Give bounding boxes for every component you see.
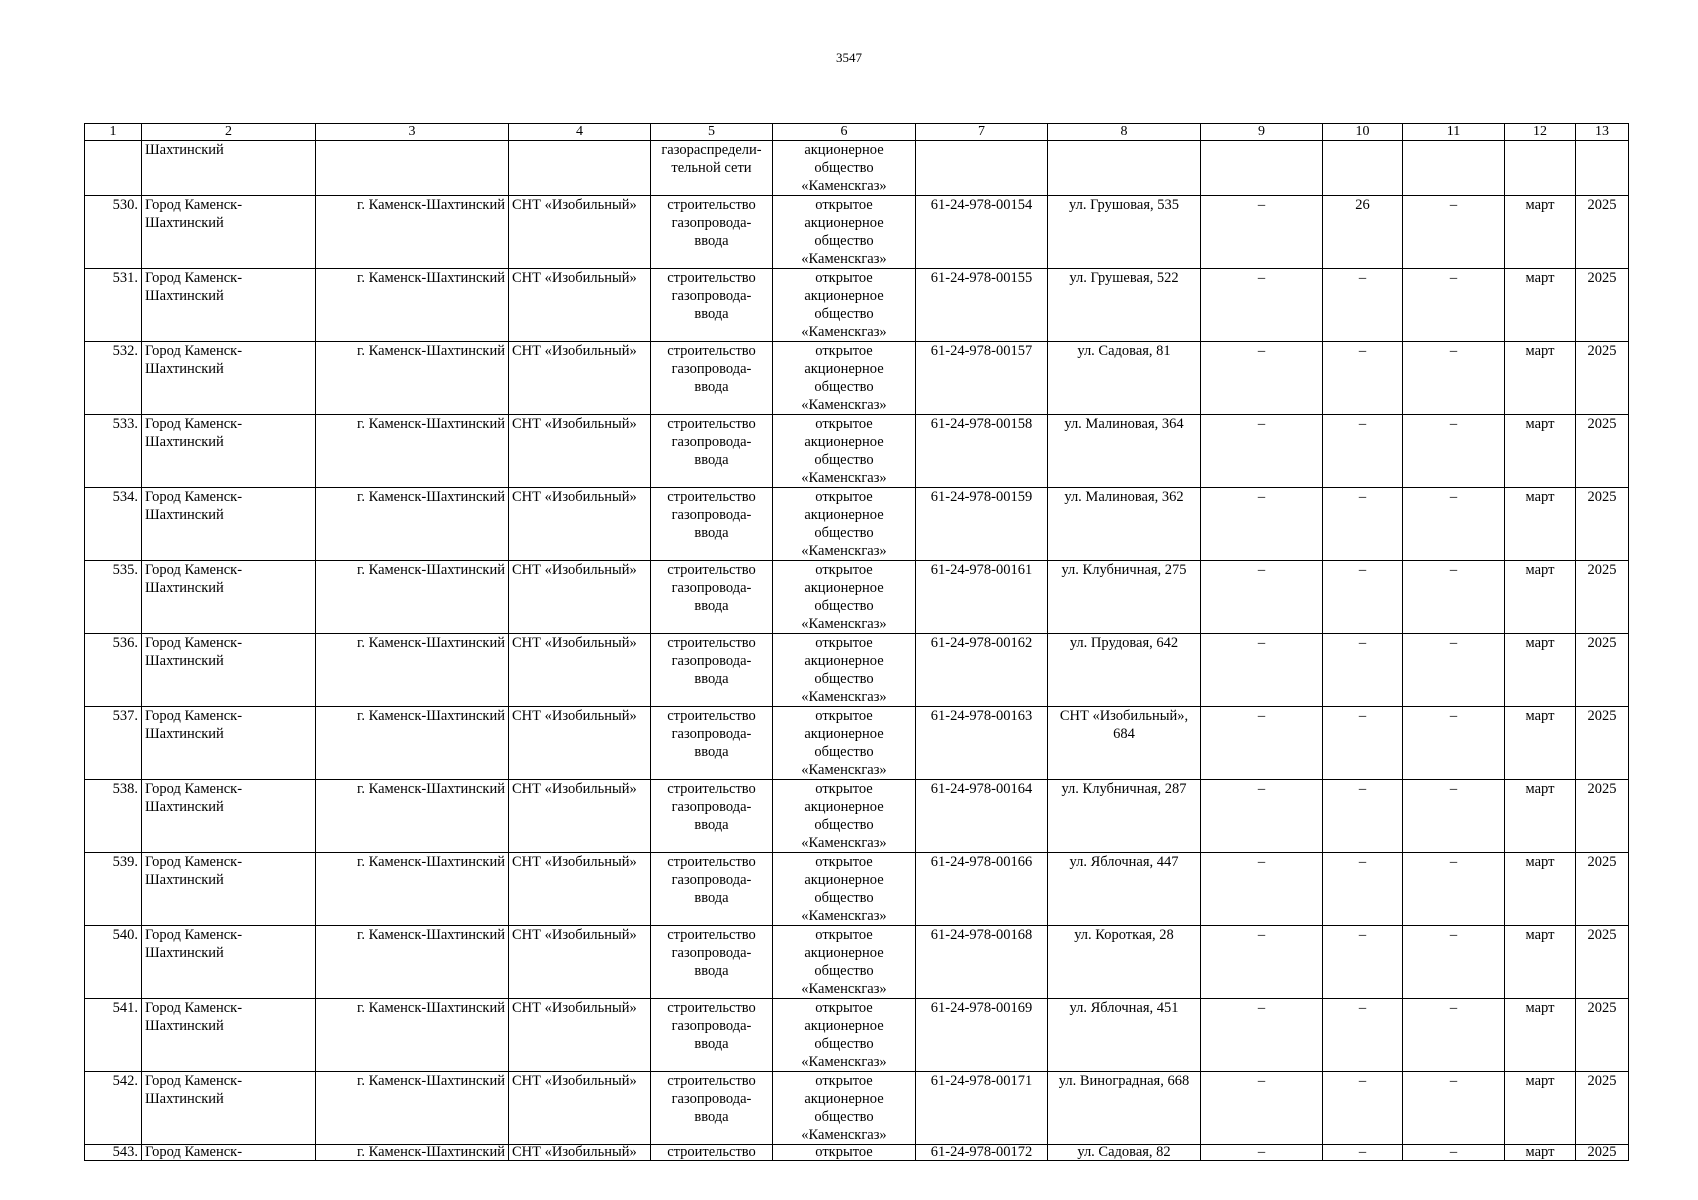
cell-address: ул. Малиновая, 362 — [1048, 488, 1201, 561]
cell-city: г. Каменск-Шахтинский — [316, 342, 509, 415]
cell-code: 61-24-978-00155 — [916, 269, 1048, 342]
cell-code: 61-24-978-00162 — [916, 634, 1048, 707]
cell-month: март — [1505, 634, 1576, 707]
cell-number: 534. — [85, 488, 142, 561]
continuation-row — [85, 141, 1629, 196]
cell-district: Город Каменск-Шахтинский — [142, 707, 316, 780]
cell-col10: – — [1323, 269, 1403, 342]
column-header: 11 — [1403, 124, 1505, 141]
cell-number: 540. — [85, 926, 142, 999]
cell-district: Город Каменск-Шахтинский — [142, 415, 316, 488]
cell-address: ул. Клубничная, 275 — [1048, 561, 1201, 634]
cell-work: строительство газопровода- ввода — [651, 634, 773, 707]
table-row — [85, 926, 1629, 999]
cell-month: март — [1505, 415, 1576, 488]
cell-code: 61-24-978-00158 — [916, 415, 1048, 488]
cell-col10: – — [1323, 853, 1403, 926]
cell-address — [1048, 141, 1201, 196]
cell-work: строительство газопровода- ввода — [651, 780, 773, 853]
column-header: 1 — [85, 124, 142, 141]
cell-col11: – — [1403, 634, 1505, 707]
cell-city: г. Каменск-Шахтинский — [316, 1145, 509, 1161]
cell-year: 2025 — [1576, 634, 1629, 707]
cell-district: Город Каменск-Шахтинский — [142, 561, 316, 634]
cell-organization: открытое акционерное общество «Каменскгаз» — [773, 488, 916, 561]
cell-month: март — [1505, 999, 1576, 1072]
table-row — [85, 1072, 1629, 1145]
cell-number: 542. — [85, 1072, 142, 1145]
cell-col10: – — [1323, 1145, 1403, 1161]
cell-col11: – — [1403, 1072, 1505, 1145]
column-header: 7 — [916, 124, 1048, 141]
cell-city: г. Каменск-Шахтинский — [316, 999, 509, 1072]
cell-organization: открытое акционерное общество «Каменскгаз» — [773, 415, 916, 488]
cell-col11: – — [1403, 780, 1505, 853]
column-header: 2 — [142, 124, 316, 141]
cell-number: 543. — [85, 1145, 142, 1161]
cell-organization: открытое акционерное общество «Каменскгаз» — [773, 196, 916, 269]
column-header: 13 — [1576, 124, 1629, 141]
cell-district: Город Каменск-Шахтинский — [142, 342, 316, 415]
cell-col11: – — [1403, 561, 1505, 634]
cell-col11: – — [1403, 342, 1505, 415]
cell-col11: – — [1403, 999, 1505, 1072]
table-row — [85, 196, 1629, 269]
cell-year: 2025 — [1576, 415, 1629, 488]
table-row — [85, 415, 1629, 488]
cell-work: строительство газопровода- ввода — [651, 196, 773, 269]
cell-col10 — [1323, 141, 1403, 196]
column-header: 9 — [1201, 124, 1323, 141]
cell-snt: СНТ «Изобильный» — [509, 707, 651, 780]
cell-code: 61-24-978-00166 — [916, 853, 1048, 926]
cell-city: г. Каменск-Шахтинский — [316, 926, 509, 999]
table-row — [85, 853, 1629, 926]
cell-work: строительство газопровода- ввода — [651, 488, 773, 561]
cell-month: март — [1505, 269, 1576, 342]
cell-work: строительство — [651, 1145, 773, 1161]
cell-col10: – — [1323, 488, 1403, 561]
cell-year: 2025 — [1576, 561, 1629, 634]
column-header: 6 — [773, 124, 916, 141]
column-header: 3 — [316, 124, 509, 141]
cell-year: 2025 — [1576, 999, 1629, 1072]
cell-col10: – — [1323, 561, 1403, 634]
cell-col11: – — [1403, 488, 1505, 561]
cell-work: строительство газопровода- ввода — [651, 342, 773, 415]
cell-col9: – — [1201, 342, 1323, 415]
cell-code: 61-24-978-00161 — [916, 561, 1048, 634]
table-row — [85, 269, 1629, 342]
cell-work: строительство газопровода- ввода — [651, 269, 773, 342]
cell-number — [85, 141, 142, 196]
cell-address: ул. Малиновая, 364 — [1048, 415, 1201, 488]
cell-col10: – — [1323, 707, 1403, 780]
cell-code: 61-24-978-00164 — [916, 780, 1048, 853]
cell-col10: – — [1323, 1072, 1403, 1145]
cell-work: строительство газопровода- ввода — [651, 415, 773, 488]
table-row — [85, 342, 1629, 415]
cell-col9: – — [1201, 780, 1323, 853]
registry-table — [84, 123, 1629, 1161]
table-row — [85, 561, 1629, 634]
table-row — [85, 634, 1629, 707]
cell-snt: СНТ «Изобильный» — [509, 342, 651, 415]
cell-col9: – — [1201, 561, 1323, 634]
cell-organization: открытое акционерное общество «Каменскгаз» — [773, 999, 916, 1072]
cell-month: март — [1505, 196, 1576, 269]
table-row — [85, 488, 1629, 561]
cell-district: Город Каменск-Шахтинский — [142, 269, 316, 342]
cell-month — [1505, 141, 1576, 196]
cell-district: Город Каменск-Шахтинский — [142, 853, 316, 926]
cell-number: 535. — [85, 561, 142, 634]
cell-district: Город Каменск-Шахтинский — [142, 780, 316, 853]
cell-city: г. Каменск-Шахтинский — [316, 488, 509, 561]
column-header: 4 — [509, 124, 651, 141]
cell-col11: – — [1403, 196, 1505, 269]
page-number: 3547 — [836, 50, 862, 65]
cell-organization: открытое акционерное общество «Каменскгаз» — [773, 561, 916, 634]
cell-snt: СНТ «Изобильный» — [509, 415, 651, 488]
cell-work: строительство газопровода- ввода — [651, 926, 773, 999]
cell-col10: – — [1323, 415, 1403, 488]
cell-col9: – — [1201, 634, 1323, 707]
cell-number: 537. — [85, 707, 142, 780]
cell-month: март — [1505, 853, 1576, 926]
cell-code: 61-24-978-00157 — [916, 342, 1048, 415]
cell-city: г. Каменск-Шахтинский — [316, 269, 509, 342]
table-row — [85, 707, 1629, 780]
cell-col11 — [1403, 141, 1505, 196]
cell-col10: – — [1323, 926, 1403, 999]
cell-col10: – — [1323, 342, 1403, 415]
cell-organization: открытое акционерное общество «Каменскгаз» — [773, 780, 916, 853]
cell-snt: СНТ «Изобильный» — [509, 1072, 651, 1145]
cell-year: 2025 — [1576, 707, 1629, 780]
cell-number: 541. — [85, 999, 142, 1072]
cell-snt: СНТ «Изобильный» — [509, 561, 651, 634]
cell-month: март — [1505, 342, 1576, 415]
cell-address: ул. Прудовая, 642 — [1048, 634, 1201, 707]
cell-snt: СНТ «Изобильный» — [509, 196, 651, 269]
cell-work: строительство газопровода- ввода — [651, 1072, 773, 1145]
cell-district: Город Каменск-Шахтинский — [142, 1072, 316, 1145]
cell-year: 2025 — [1576, 488, 1629, 561]
cell-number: 538. — [85, 780, 142, 853]
cell-col10: – — [1323, 780, 1403, 853]
cell-organization: открытое акционерное общество «Каменскгаз» — [773, 853, 916, 926]
cell-snt: СНТ «Изобильный» — [509, 999, 651, 1072]
cell-address: ул. Садовая, 82 — [1048, 1145, 1201, 1161]
cell-city: г. Каменск-Шахтинский — [316, 196, 509, 269]
cell-number: 536. — [85, 634, 142, 707]
cell-month: март — [1505, 488, 1576, 561]
column-header: 8 — [1048, 124, 1201, 141]
cell-col9: – — [1201, 415, 1323, 488]
cell-snt: СНТ «Изобильный» — [509, 634, 651, 707]
cell-col9: – — [1201, 1145, 1323, 1161]
cell-work: строительство газопровода- ввода — [651, 853, 773, 926]
cell-work: строительство газопровода- ввода — [651, 561, 773, 634]
cell-code: 61-24-978-00163 — [916, 707, 1048, 780]
table-row-cut — [85, 1145, 1629, 1161]
cell-code — [916, 141, 1048, 196]
cell-district: Город Каменск-Шахтинский — [142, 634, 316, 707]
cell-col9: – — [1201, 488, 1323, 561]
cell-code: 61-24-978-00154 — [916, 196, 1048, 269]
cell-col9: – — [1201, 707, 1323, 780]
cell-month: март — [1505, 1072, 1576, 1145]
cell-number: 539. — [85, 853, 142, 926]
cell-organization: открытое акционерное общество «Каменскгаз» — [773, 269, 916, 342]
cell-snt: СНТ «Изобильный» — [509, 780, 651, 853]
cell-city: г. Каменск-Шахтинский — [316, 707, 509, 780]
cell-number: 531. — [85, 269, 142, 342]
table-row — [85, 780, 1629, 853]
cell-col9: – — [1201, 853, 1323, 926]
cell-col9: – — [1201, 1072, 1323, 1145]
cell-organization: открытое акционерное общество «Каменскгаз» — [773, 342, 916, 415]
cell-city — [316, 141, 509, 196]
column-number-row — [85, 124, 1629, 141]
table-row — [85, 999, 1629, 1072]
cell-snt: СНТ «Изобильный» — [509, 1145, 651, 1161]
cell-organization: акционерное общество «Каменскгаз» — [773, 141, 916, 196]
column-header: 12 — [1505, 124, 1576, 141]
cell-snt: СНТ «Изобильный» — [509, 269, 651, 342]
cell-snt: СНТ «Изобильный» — [509, 488, 651, 561]
cell-col11: – — [1403, 1145, 1505, 1161]
cell-district: Город Каменск- — [142, 1145, 316, 1161]
cell-city: г. Каменск-Шахтинский — [316, 415, 509, 488]
cell-city: г. Каменск-Шахтинский — [316, 634, 509, 707]
cell-code: 61-24-978-00168 — [916, 926, 1048, 999]
cell-month: март — [1505, 926, 1576, 999]
cell-district: Шахтинский — [142, 141, 316, 196]
cell-col10: – — [1323, 999, 1403, 1072]
cell-city: г. Каменск-Шахтинский — [316, 780, 509, 853]
cell-organization: открытое — [773, 1145, 916, 1161]
cell-organization: открытое акционерное общество «Каменскгаз» — [773, 1072, 916, 1145]
cell-snt — [509, 141, 651, 196]
cell-organization: открытое акционерное общество «Каменскгаз» — [773, 634, 916, 707]
cell-col11: – — [1403, 853, 1505, 926]
cell-month: март — [1505, 1145, 1576, 1161]
cell-month: март — [1505, 561, 1576, 634]
cell-address: ул. Яблочная, 447 — [1048, 853, 1201, 926]
cell-address: ул. Грушовая, 535 — [1048, 196, 1201, 269]
cell-code: 61-24-978-00171 — [916, 1072, 1048, 1145]
cell-col11: – — [1403, 269, 1505, 342]
cell-address: ул. Грушевая, 522 — [1048, 269, 1201, 342]
cell-year: 2025 — [1576, 269, 1629, 342]
cell-address: ул. Виноградная, 668 — [1048, 1072, 1201, 1145]
cell-address: ул. Короткая, 28 — [1048, 926, 1201, 999]
cell-col9 — [1201, 141, 1323, 196]
cell-city: г. Каменск-Шахтинский — [316, 561, 509, 634]
cell-year: 2025 — [1576, 196, 1629, 269]
cell-organization: открытое акционерное общество «Каменскгаз» — [773, 707, 916, 780]
cell-address: ул. Яблочная, 451 — [1048, 999, 1201, 1072]
cell-city: г. Каменск-Шахтинский — [316, 853, 509, 926]
cell-district: Город Каменск-Шахтинский — [142, 196, 316, 269]
cell-col9: – — [1201, 999, 1323, 1072]
cell-col9: – — [1201, 926, 1323, 999]
cell-code: 61-24-978-00159 — [916, 488, 1048, 561]
cell-number: 530. — [85, 196, 142, 269]
cell-col10: – — [1323, 634, 1403, 707]
cell-district: Город Каменск-Шахтинский — [142, 999, 316, 1072]
cell-address: ул. Садовая, 81 — [1048, 342, 1201, 415]
cell-number: 532. — [85, 342, 142, 415]
cell-year: 2025 — [1576, 342, 1629, 415]
cell-city: г. Каменск-Шахтинский — [316, 1072, 509, 1145]
cell-year: 2025 — [1576, 853, 1629, 926]
column-header: 5 — [651, 124, 773, 141]
cell-snt: СНТ «Изобильный» — [509, 926, 651, 999]
cell-address: СНТ «Изобильный», 684 — [1048, 707, 1201, 780]
cell-year: 2025 — [1576, 926, 1629, 999]
cell-number: 533. — [85, 415, 142, 488]
cell-col11: – — [1403, 707, 1505, 780]
cell-col10: 26 — [1323, 196, 1403, 269]
cell-district: Город Каменск-Шахтинский — [142, 488, 316, 561]
cell-code: 61-24-978-00169 — [916, 999, 1048, 1072]
cell-organization: открытое акционерное общество «Каменскгаз» — [773, 926, 916, 999]
cell-district: Город Каменск-Шахтинский — [142, 926, 316, 999]
cell-col11: – — [1403, 926, 1505, 999]
column-header: 10 — [1323, 124, 1403, 141]
cell-address: ул. Клубничная, 287 — [1048, 780, 1201, 853]
cell-col11: – — [1403, 415, 1505, 488]
cell-code: 61-24-978-00172 — [916, 1145, 1048, 1161]
cell-work: строительство газопровода- ввода — [651, 707, 773, 780]
cell-year — [1576, 141, 1629, 196]
cell-month: март — [1505, 780, 1576, 853]
cell-month: март — [1505, 707, 1576, 780]
cell-year: 2025 — [1576, 1145, 1629, 1161]
cell-work: строительство газопровода- ввода — [651, 999, 773, 1072]
cell-year: 2025 — [1576, 780, 1629, 853]
cell-col9: – — [1201, 269, 1323, 342]
cell-snt: СНТ «Изобильный» — [509, 853, 651, 926]
cell-year: 2025 — [1576, 1072, 1629, 1145]
cell-work: газораспредели- тельной сети — [651, 141, 773, 196]
cell-col9: – — [1201, 196, 1323, 269]
